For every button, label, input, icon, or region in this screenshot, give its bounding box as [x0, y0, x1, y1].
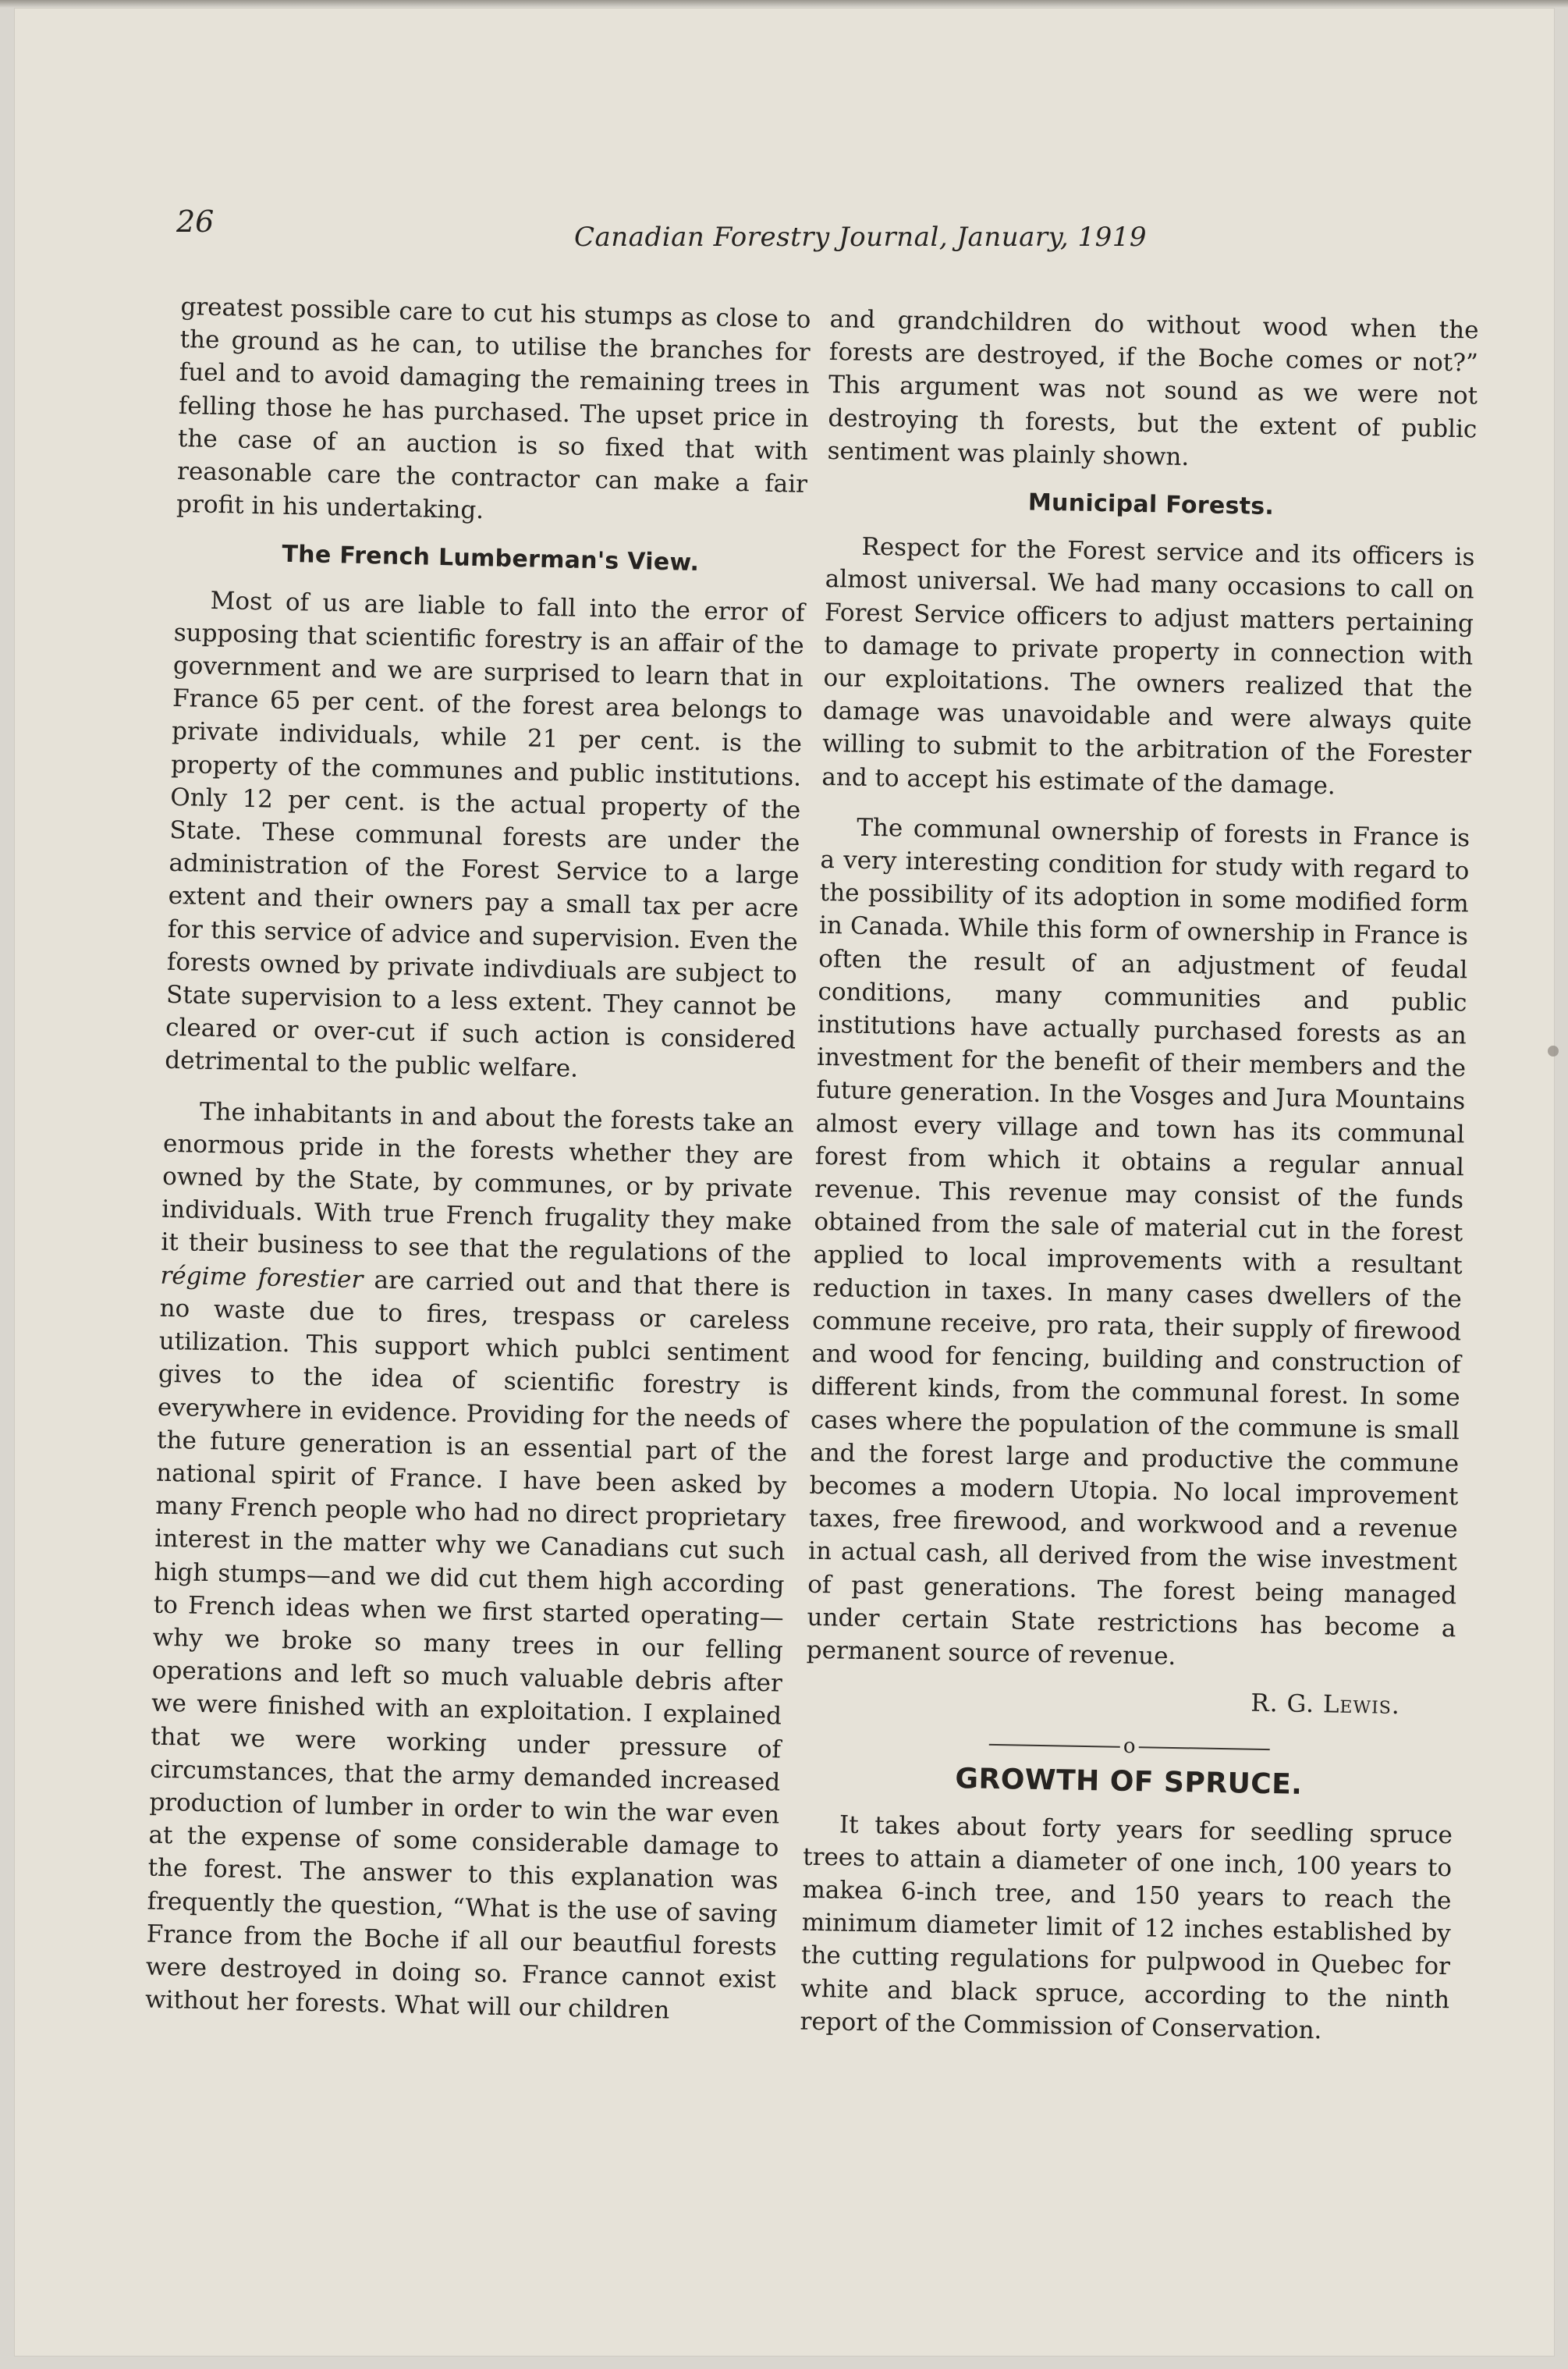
- left-paragraph-1: greatest possible care to cut his stumps as close to the ground as he can, to utilise the branches for fuel and to avoid damaging the remaining trees in felling those he has purchased. The upset price in the case of an auction is so fixed that with reasonable care the contractor can make a fair profit in his undertaking.: [176, 292, 811, 525]
- page-header: [176, 197, 1159, 251]
- section-heading-municipal-forests: Municipal Forests.: [1027, 488, 1275, 520]
- author-signature: R. G. Lewis.: [1250, 1689, 1401, 1721]
- left-column: [145, 290, 811, 2030]
- running-head: Canadian Forestry Journal, January, 1919: [574, 222, 1147, 253]
- paragraph-text: The inhabitants in and about the forests take an enormous pride in the forests whether they are owned by the State, by communes, or by private individuals. With true French frugality they make it their business to see that the regulations of the: [161, 1097, 795, 1270]
- paper-speck: [1548, 1046, 1559, 1057]
- section-divider: [989, 1735, 1270, 1759]
- left-paragraph-2: Most of us are liable to fall into the error of supposing that scientific forestry is an affair of the government and we are surprised to learn that in France 65 per cent. of the forest area belongs to private individuals, while 21 per cent. is the property of the communes and public institutions. Only 12 per cent. is the actual property of the State. These communal forests are under the administration of the Forest Service to a large extent and their owners pay a small tax per acre for this service of advice and supervision. Even the forests owned by private indivdiuals are subject to State supervision to a less extent. They cannot be cleared or over-cut if such action is considered detrimental to the public welfare.: [164, 586, 805, 1084]
- right-paragraph-2: Respect for the Forest service and its officers is almost universal. We had many occasions to call on Forest Service officers to adjust matters pertaining to damage to private property in connection with our exploitations. The owners realized that the damage was unavoidable and were always quite willing to submit to the arbitration of the Forester and to accept his estimate of the damage.: [821, 532, 1475, 801]
- section-heading-french-lumberman: The French Lumberman's View.: [282, 541, 700, 577]
- scan-top-edge: [0, 0, 1568, 8]
- section-heading-growth-of-spruce: GROWTH OF SPRUCE.: [955, 1763, 1303, 1802]
- right-paragraph-3: The communal ownership of forests in France is a very interesting condition for study with regard to the possibility of its adoption in some modified form in Canada. While this form of ownership in France is often the result of an adjustment of feudal conditions, many communities and public institutions have actually purchased forests as an investment for the benefit of their members and the future generation. In the Vosges and Jura Mountains almost every village and town has its communal forest from which it obtains a regular annual revenue. This revenue may consist of the funds obtained from the sale of material cut in the forest applied to local improvements with a resultant reduction in taxes. In many cases dwellers of the commune receive, pro rata, their supply of firewood and wood for fencing, building and construction of different kinds, from the communal forest. In some cases where the population of the commune is small and the forest large and productive the commune becomes a modern Utopia. No local improvement taxes, free firewood, and workwood and a revenue in actual cash, all derived from the wise investment of past generations. The forest being managed under certain State restrictions has become a permanent source of revenue.: [806, 813, 1470, 1671]
- right-paragraph-4: It takes about forty years for seedling spruce trees to attain a diameter of one inch, 100 years to makea 6-inch tree, and 150 years to reach the minimum diameter limit of 12 inches established by the cutting regulations for pulpwood in Quebec for white and black spruce, according to the ninth report of the Commission of Conservation.: [800, 1810, 1453, 2045]
- page-number: 26: [176, 204, 215, 239]
- left-paragraph-3: [145, 1094, 795, 2029]
- right-column: [800, 303, 1479, 2049]
- emphasized-term: régime forestier: [160, 1261, 364, 1294]
- divider-ornament: o: [1119, 1730, 1139, 1763]
- right-paragraph-1: and grandchildren do without wood when the forests are destroyed, if the Boche comes or not?” This argument was not sound as we were not destroying th forests, but the extent of public sentiment was plainly shown.: [827, 304, 1479, 471]
- paragraph-text: are carried out and that there is no waste due to fires, trespass or careless utilization. This support which publci sentiment gives to the idea of scientific forestry is everywhere in evidence. Providing for the needs of the future generation is an essential part of the national spirit of France. I have been asked by many French people who had no direct proprietary interest in the matter why we Canadians cut such high stumps—and we did cut them high according to French ideas when we first started operating—why we broke so many trees in our felling operations and left so much valuable debris after we were finished with an exploitation. I explained that we were working under pressure of circumstances, that the army demanded increased production of lumber in order to win the war even at the expense of some considerable damage to the forest. The answer to this explanation was frequently the question, “What is the use of saving France from the Boche if all our beautfiul forests were destroyed in doing so. France cannot exist without her forests. What will our children: [144, 1265, 791, 2025]
